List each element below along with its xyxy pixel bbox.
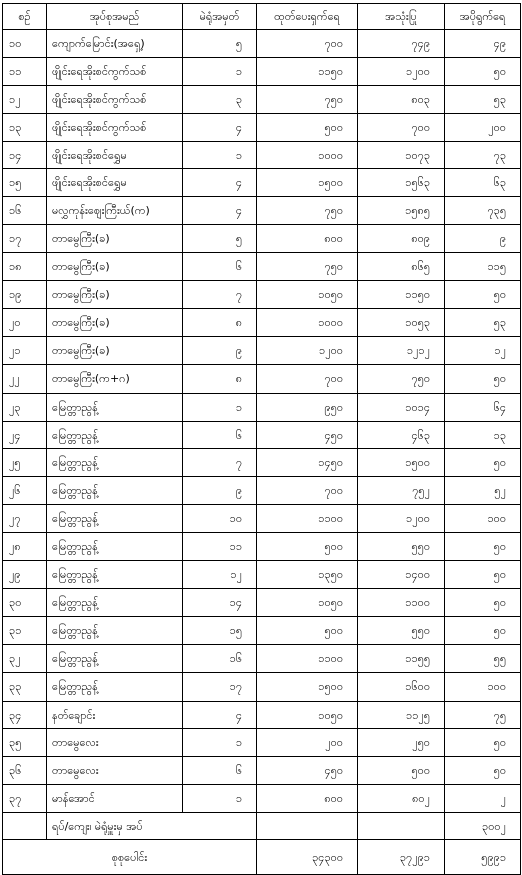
- row-used: ၇၀၀: [358, 113, 445, 141]
- row-index: ၂၁: [3, 336, 47, 364]
- row-issued: ၈၀၀: [257, 225, 358, 253]
- row-group-name: မြေတ္တာညွန့်: [47, 561, 183, 589]
- row-issued: ၇၀၀: [257, 477, 358, 505]
- row-index: ၂၆: [3, 477, 47, 505]
- row-station-no: ၈: [183, 308, 257, 336]
- note-empty-cell: [358, 813, 445, 840]
- row-station-no: ၁၇: [183, 672, 257, 701]
- row-used: ၁၁၂၅: [358, 701, 445, 729]
- row-index: ၃၇: [3, 785, 47, 813]
- row-group-name: မြေတ္တာညွန့်: [47, 533, 183, 561]
- ballot-table-sheet: [2, 3, 520, 875]
- row-issued: ၇၀၀: [257, 364, 358, 393]
- row-station-no: ၁: [183, 785, 257, 813]
- row-index: ၁၆: [3, 197, 47, 225]
- row-group-name: ဖျိုင်းရေအိုးစင်ကွက်သစ်: [47, 85, 183, 113]
- row-index: ၂၀: [3, 308, 47, 336]
- row-station-no: ၄: [183, 169, 257, 197]
- header-group-name: အုပ်စုအမည်: [47, 4, 183, 30]
- total-issued: ၃၄၃၀၀: [257, 840, 358, 875]
- row-group-name: ဖျိုင်းရေအိုးစင်ကွက်သစ်: [47, 57, 183, 85]
- row-extra: ၆၃: [445, 169, 521, 197]
- row-issued: ၁၀၅၀: [257, 281, 358, 309]
- row-issued: ၁၀၀၀: [257, 141, 358, 169]
- table-row: [3, 561, 521, 589]
- table-row: [3, 113, 521, 141]
- row-group-name: တာမွေလေး: [47, 729, 183, 757]
- row-station-no: ၄: [183, 197, 257, 225]
- row-used: ၈၀၂: [358, 785, 445, 813]
- row-issued: ၁၀၅၀: [257, 701, 358, 729]
- row-group-name: မလွှကုန်းဈေးကြီးယ်(က): [47, 197, 183, 225]
- row-extra: ၅၀: [445, 449, 521, 477]
- total-row: [3, 840, 521, 875]
- row-used: ၁၁၅၅: [358, 644, 445, 672]
- row-group-name: ဖျိုင်းရေအိုးစင်ကွက်သစ်: [47, 113, 183, 141]
- row-used: ၂၅၀: [358, 729, 445, 757]
- row-extra: ၂၀၀: [445, 113, 521, 141]
- row-index: ၃၀: [3, 588, 47, 616]
- table-row: [3, 588, 521, 616]
- header-index: စဉ်: [3, 4, 47, 30]
- row-extra: ၁၂: [445, 336, 521, 364]
- row-station-no: ၁: [183, 57, 257, 85]
- table-row: [3, 477, 521, 505]
- row-extra: ၉: [445, 225, 521, 253]
- table-row: [3, 169, 521, 197]
- row-used: ၁၂၀၀: [358, 505, 445, 533]
- table-row: [3, 141, 521, 169]
- row-used: ၁၀၁၄: [358, 393, 445, 421]
- row-group-name: မြေတ္တာညွန့်: [47, 393, 183, 421]
- row-group-name: မြေတ္တာညွန့်: [47, 505, 183, 533]
- header-extra: အပိုရွက်ရေ: [445, 4, 521, 30]
- row-station-no: ၁၄: [183, 588, 257, 616]
- row-used: ၅၀၀: [358, 757, 445, 785]
- table-row: [3, 757, 521, 785]
- note-label: ရပ်/ကျေး၊ မဲရုံမှူးမှ အပ်: [47, 813, 257, 840]
- row-used: ၁၀၅၃: [358, 308, 445, 336]
- table-body: [3, 30, 521, 813]
- row-group-name: နတ်ချောင်း: [47, 701, 183, 729]
- row-index: ၁၉: [3, 281, 47, 309]
- row-issued: ၇၅၀: [257, 253, 358, 281]
- row-station-no: ၆: [183, 253, 257, 281]
- row-station-no: ၆: [183, 421, 257, 449]
- row-station-no: ၉: [183, 336, 257, 364]
- table-row: [3, 421, 521, 449]
- row-extra: ၁၀၀: [445, 672, 521, 701]
- row-index: ၁၇: [3, 225, 47, 253]
- row-station-no: ၅: [183, 30, 257, 58]
- row-group-name: တာမွေကြီး(ခ): [47, 336, 183, 364]
- row-station-no: ၄: [183, 113, 257, 141]
- row-station-no: ၁၀: [183, 505, 257, 533]
- row-extra: ၅၃: [445, 85, 521, 113]
- row-issued: ၁၁၀၀: [257, 644, 358, 672]
- row-used: ၁၄၀၀: [358, 561, 445, 589]
- row-group-name: တာမွေကြီး(ခ): [47, 225, 183, 253]
- row-used: ၁၅၀၀: [358, 449, 445, 477]
- row-index: ၂၃: [3, 393, 47, 421]
- row-index: ၃၅: [3, 729, 47, 757]
- row-station-no: ၆: [183, 757, 257, 785]
- table-row: [3, 57, 521, 85]
- row-index: ၁၅: [3, 169, 47, 197]
- row-extra: ၅၃: [445, 308, 521, 336]
- row-group-name: တာမွေကြီး(ခ): [47, 253, 183, 281]
- row-index: ၃၁: [3, 616, 47, 644]
- row-station-no: ၇: [183, 281, 257, 309]
- row-used: ၇၅၀: [358, 364, 445, 393]
- table-row: [3, 644, 521, 672]
- table-row: [3, 785, 521, 813]
- row-extra: ၇၃၅: [445, 197, 521, 225]
- row-issued: ၇၅၀: [257, 197, 358, 225]
- table-row: [3, 281, 521, 309]
- row-group-name: မြေတ္တာညွန့်: [47, 644, 183, 672]
- row-extra: ၅၀: [445, 364, 521, 393]
- total-used: ၃၇၂၉၁: [358, 840, 445, 875]
- header-used: အသုံးပြု: [358, 4, 445, 30]
- row-issued: ၁၁၅၀: [257, 57, 358, 85]
- row-issued: ၁၂၀၀: [257, 336, 358, 364]
- row-issued: ၅၀၀: [257, 616, 358, 644]
- row-group-name: ဖျိုင်းရေအိုးစင်ရွှေမ: [47, 141, 183, 169]
- row-group-name: တာမွေကြီး(က+ဂ): [47, 364, 183, 393]
- table-row: [3, 308, 521, 336]
- row-index: ၁၀: [3, 30, 47, 58]
- row-issued: ၁၀၀၀: [257, 308, 358, 336]
- row-extra: ၅၀: [445, 561, 521, 589]
- ballot-table: [2, 3, 521, 875]
- row-station-no: ၁: [183, 729, 257, 757]
- row-extra: ၅၀: [445, 57, 521, 85]
- row-issued: ၇၅၀: [257, 85, 358, 113]
- row-index: ၁၂: [3, 85, 47, 113]
- row-extra: ၄၉: [445, 30, 521, 58]
- row-group-name: တာမွေလေး: [47, 757, 183, 785]
- table-row: [3, 393, 521, 421]
- row-used: ၁၆၀၀: [358, 672, 445, 701]
- row-used: ၁၁၅၀: [358, 281, 445, 309]
- row-issued: ၁၃၅၀: [257, 561, 358, 589]
- table-row: [3, 253, 521, 281]
- row-station-no: ၈: [183, 364, 257, 393]
- row-extra: ၅၀: [445, 757, 521, 785]
- row-extra: ၁၁၅: [445, 253, 521, 281]
- row-station-no: ၄: [183, 701, 257, 729]
- row-extra: ၅၀: [445, 533, 521, 561]
- row-index: ၁၁: [3, 57, 47, 85]
- row-extra: ၅၀: [445, 729, 521, 757]
- row-index: ၂၇: [3, 505, 47, 533]
- row-index: ၂၄: [3, 421, 47, 449]
- row-extra: ၆၄: [445, 393, 521, 421]
- row-extra: ၅၀: [445, 588, 521, 616]
- row-station-no: ၅: [183, 225, 257, 253]
- row-used: ၁၂၁၂: [358, 336, 445, 364]
- row-issued: ၂၀၀: [257, 729, 358, 757]
- row-issued: ၄၅၀: [257, 421, 358, 449]
- table-row: [3, 225, 521, 253]
- row-station-no: ၁၁: [183, 533, 257, 561]
- table-row: [3, 85, 521, 113]
- row-issued: ၈၀၀: [257, 785, 358, 813]
- row-used: ၈၀၃: [358, 85, 445, 113]
- total-label: စုစုပေါင်း: [3, 840, 257, 875]
- row-extra: ၂: [445, 785, 521, 813]
- total-extra: ၅၉၉၁: [445, 840, 521, 875]
- row-station-no: ၁: [183, 393, 257, 421]
- table-row: [3, 449, 521, 477]
- row-used: ၅၅၀: [358, 533, 445, 561]
- row-station-no: ၃: [183, 85, 257, 113]
- table-row: [3, 672, 521, 701]
- row-index: ၂၂: [3, 364, 47, 393]
- note-empty-cell: [3, 813, 47, 840]
- row-index: ၃၄: [3, 701, 47, 729]
- row-used: ၄၆၃: [358, 421, 445, 449]
- table-row: [3, 729, 521, 757]
- row-index: ၁၈: [3, 253, 47, 281]
- row-group-name: မြေတ္တာညွန့်: [47, 588, 183, 616]
- row-issued: ၁၄၅၀: [257, 449, 358, 477]
- row-index: ၂၈: [3, 533, 47, 561]
- row-issued: ၇၀၀: [257, 30, 358, 58]
- row-extra: ၁၀၀: [445, 505, 521, 533]
- row-extra: ၅၅: [445, 644, 521, 672]
- row-index: ၁၃: [3, 113, 47, 141]
- header-row: [3, 4, 521, 30]
- row-station-no: ၇: [183, 449, 257, 477]
- table-row: [3, 336, 521, 364]
- row-extra: ၇၃: [445, 141, 521, 169]
- row-station-no: ၁: [183, 141, 257, 169]
- row-issued: ၁၁၀၀: [257, 505, 358, 533]
- row-index: ၂၅: [3, 449, 47, 477]
- row-used: ၁၀၇၃: [358, 141, 445, 169]
- note-empty-cell: [257, 813, 358, 840]
- row-used: ၁၁၀၀: [358, 588, 445, 616]
- row-used: ၁၅၆၃: [358, 169, 445, 197]
- table-row: [3, 505, 521, 533]
- table-row: [3, 364, 521, 393]
- row-used: ၈၀၉: [358, 225, 445, 253]
- row-group-name: မာန်အောင်: [47, 785, 183, 813]
- row-station-no: ၁၅: [183, 616, 257, 644]
- table-row: [3, 701, 521, 729]
- row-station-no: ၁၆: [183, 644, 257, 672]
- row-extra: ၅၀: [445, 616, 521, 644]
- row-issued: ၄၅၀: [257, 757, 358, 785]
- row-group-name: ဖျိုင်းရေအိုးစင်ရွှေမ: [47, 169, 183, 197]
- row-group-name: မြေတ္တာညွန့်: [47, 477, 183, 505]
- row-issued: ၁၅၀၀: [257, 169, 358, 197]
- row-group-name: တာမွေကြီး(ခ): [47, 308, 183, 336]
- row-used: ၁၂၀၀: [358, 57, 445, 85]
- table-row: [3, 533, 521, 561]
- row-group-name: တာမွေကြီး(ခ): [47, 281, 183, 309]
- row-used: ၁၅၈၅: [358, 197, 445, 225]
- header-station-no: မဲရုံအမှတ်: [183, 4, 257, 30]
- table-row: [3, 197, 521, 225]
- row-extra: ၅၀: [445, 281, 521, 309]
- row-extra: ၇၅: [445, 701, 521, 729]
- row-extra: ၁၃: [445, 421, 521, 449]
- row-index: ၃၂: [3, 644, 47, 672]
- row-station-no: ၁၂: [183, 561, 257, 589]
- row-used: ၈၆၅: [358, 253, 445, 281]
- note-value: ၃၀၀၂: [445, 813, 521, 840]
- note-row: [3, 813, 521, 840]
- row-group-name: မြေတ္တာညွန့်: [47, 672, 183, 701]
- row-group-name: မြေတ္တာညွန့်: [47, 421, 183, 449]
- row-group-name: မြေတ္တာညွန့်: [47, 616, 183, 644]
- table-row: [3, 616, 521, 644]
- row-used: ၅၅၀: [358, 616, 445, 644]
- row-issued: ၁၅၀၀: [257, 672, 358, 701]
- row-index: ၃၃: [3, 672, 47, 701]
- row-index: ၃၆: [3, 757, 47, 785]
- row-group-name: မြေတ္တာညွန့်: [47, 449, 183, 477]
- row-used: ၇၅၂: [358, 477, 445, 505]
- table-row: [3, 30, 521, 58]
- row-used: ၇၄၉: [358, 30, 445, 58]
- row-issued: ၁၀၅၀: [257, 588, 358, 616]
- row-station-no: ၉: [183, 477, 257, 505]
- row-issued: ၅၀၀: [257, 113, 358, 141]
- header-issued: ထုတ်ပေးရှက်ရေ: [257, 4, 358, 30]
- row-group-name: ကျောက်မြောင်း(အရှေ့): [47, 30, 183, 58]
- row-issued: ၅၀၀: [257, 533, 358, 561]
- row-index: ၂၉: [3, 561, 47, 589]
- row-extra: ၅၂: [445, 477, 521, 505]
- row-issued: ၉၅၀: [257, 393, 358, 421]
- row-index: ၁၄: [3, 141, 47, 169]
